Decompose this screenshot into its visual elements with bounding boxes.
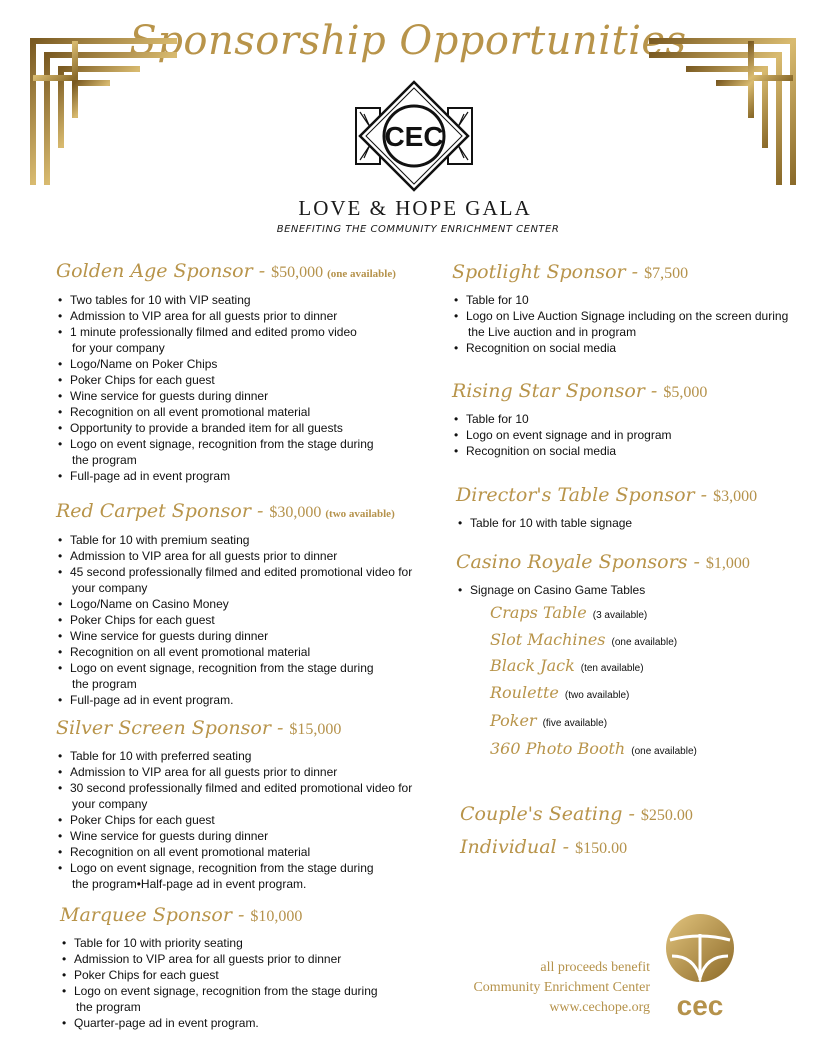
list-item: • Logo/Name on Poker Chips bbox=[56, 356, 396, 372]
sponsor-red-carpet bbox=[56, 496, 412, 708]
casino-game bbox=[490, 739, 697, 759]
casino-game bbox=[490, 630, 677, 650]
list-item: • Table for 10 bbox=[452, 411, 707, 427]
list-item: your company bbox=[72, 797, 148, 811]
benefit-list bbox=[452, 411, 707, 459]
seating-name: Individual - bbox=[460, 836, 570, 858]
seating-price: $150.00 bbox=[575, 840, 628, 857]
list-item: • Two tables for 10 with VIP seating bbox=[56, 292, 396, 308]
list-item: • Admission to VIP area for all guests prior to dinner bbox=[56, 308, 396, 324]
benefit-list bbox=[56, 532, 412, 708]
seating-name: Couple's Seating - bbox=[460, 803, 635, 825]
benefit-list bbox=[456, 515, 757, 531]
sponsor-name: Marquee Sponsor - bbox=[60, 904, 245, 926]
list-item: • 30 second professionally filmed and edited promotional video for bbox=[56, 780, 412, 796]
gala-name: LOVE & HOPE GALA bbox=[298, 196, 532, 220]
list-item: • Poker Chips for each guest bbox=[56, 812, 412, 828]
art-deco-corner-right-icon bbox=[646, 38, 796, 188]
sponsor-availability: (two available) bbox=[325, 508, 395, 520]
list-item: the program bbox=[72, 453, 137, 467]
seating-couple bbox=[460, 803, 693, 825]
list-item: the program bbox=[72, 677, 137, 691]
logo-text: CEC bbox=[384, 121, 444, 152]
sponsor-name: Spotlight Sponsor - bbox=[452, 261, 639, 283]
game-availability: (one available) bbox=[631, 746, 697, 757]
list-item: • Recognition on social media bbox=[452, 443, 707, 459]
sponsor-price: $5,000 bbox=[663, 384, 708, 401]
benefit-list bbox=[60, 935, 378, 1031]
sponsor-rising-star bbox=[452, 376, 707, 459]
list-item: • Full-page ad in event program bbox=[56, 468, 396, 484]
list-item: • Opportunity to provide a branded item for all guests bbox=[56, 420, 396, 436]
list-item: the program•Half-page ad in event program. bbox=[72, 877, 307, 891]
list-item: • Logo on event signage, recognition from the stage during bbox=[60, 983, 378, 999]
list-item: the Live auction and in program bbox=[468, 325, 637, 339]
footer-website: www.cechope.org bbox=[549, 1000, 650, 1015]
list-item: • Poker Chips for each guest bbox=[56, 612, 412, 628]
list-item: • Recognition on all event promotional material bbox=[56, 844, 412, 860]
game-availability: (one available) bbox=[611, 637, 678, 648]
casino-game bbox=[490, 683, 629, 703]
list-item: • Logo on event signage, recognition from the stage during bbox=[56, 660, 412, 676]
list-item: • Poker Chips for each guest bbox=[60, 967, 378, 983]
game-name: Roulette bbox=[490, 683, 559, 702]
list-item: • Admission to VIP area for all guests prior to dinner bbox=[60, 951, 378, 967]
game-name: Slot Machines bbox=[490, 630, 606, 649]
game-availability: (ten available) bbox=[580, 663, 644, 674]
list-item: • Poker Chips for each guest bbox=[56, 372, 396, 388]
seating-individual bbox=[460, 836, 627, 858]
list-item: • Signage on Casino Game Tables bbox=[456, 582, 750, 598]
list-item: • Recognition on all event promotional material bbox=[56, 404, 396, 420]
list-item: • Wine service for guests during dinner bbox=[56, 828, 412, 844]
benefit-list bbox=[56, 292, 396, 484]
sponsor-name: Red Carpet Sponsor - bbox=[56, 500, 264, 522]
game-availability: (two available) bbox=[564, 690, 630, 701]
sponsor-name: Casino Royale Sponsors - bbox=[456, 551, 700, 573]
sponsor-price: $1,000 bbox=[705, 555, 750, 572]
game-name: Black Jack bbox=[490, 656, 575, 675]
sponsor-price: $10,000 bbox=[250, 908, 303, 925]
sponsor-price: $50,000 bbox=[271, 264, 324, 281]
list-item: • Logo on event signage and in program bbox=[452, 427, 707, 443]
list-item: • Quarter-page ad in event program. bbox=[60, 1015, 378, 1031]
game-availability: (3 available) bbox=[592, 610, 648, 621]
list-item: • Recognition on all event promotional material bbox=[56, 644, 412, 660]
sponsor-name: Director's Table Sponsor - bbox=[456, 484, 708, 506]
sponsor-price: $3,000 bbox=[713, 488, 758, 505]
list-item: • Table for 10 with premium seating bbox=[56, 532, 412, 548]
game-availability: (five available) bbox=[542, 718, 608, 729]
sponsor-price: $7,500 bbox=[644, 265, 689, 282]
sponsor-marquee bbox=[60, 900, 378, 1031]
list-item: • Table for 10 bbox=[452, 292, 788, 308]
footer-line: all proceeds benefit bbox=[540, 960, 650, 975]
sponsor-casino-royale bbox=[456, 547, 750, 598]
sponsor-golden-age bbox=[56, 256, 396, 484]
art-deco-corner-left-icon bbox=[30, 38, 180, 188]
casino-game bbox=[490, 656, 644, 676]
sponsor-directors-table bbox=[456, 480, 757, 531]
seating-price: $250.00 bbox=[640, 807, 693, 824]
list-item: • 45 second professionally filmed and edited promotional video for bbox=[56, 564, 412, 580]
list-item: • Logo on Live Auction Signage including on the screen during bbox=[452, 308, 788, 324]
page-title: Sponsorship Opportunities bbox=[129, 18, 687, 64]
benefit-list bbox=[456, 582, 750, 598]
list-item: • Logo/Name on Casino Money bbox=[56, 596, 412, 612]
game-name: Craps Table bbox=[490, 603, 587, 622]
gala-subtitle: BENEFITING THE COMMUNITY ENRICHMENT CENTER bbox=[276, 224, 560, 235]
footer bbox=[473, 958, 650, 1018]
list-item: • Admission to VIP area for all guests prior to dinner bbox=[56, 764, 412, 780]
list-item: the program bbox=[76, 1000, 141, 1014]
footer-logo-text: cec bbox=[676, 990, 724, 1021]
list-item: • Recognition on social media bbox=[452, 340, 788, 356]
cec-gala-logo-icon bbox=[352, 80, 476, 192]
benefit-list bbox=[56, 748, 412, 892]
sponsor-spotlight bbox=[452, 257, 788, 356]
sponsor-silver-screen bbox=[56, 713, 412, 892]
list-item: • Wine service for guests during dinner bbox=[56, 628, 412, 644]
list-item: • 1 minute professionally filmed and edited promo video bbox=[56, 324, 396, 340]
list-item: your company bbox=[72, 581, 148, 595]
list-item: • Admission to VIP area for all guests prior to dinner bbox=[56, 548, 412, 564]
list-item: • Table for 10 with priority seating bbox=[60, 935, 378, 951]
list-item: • Logo on event signage, recognition from the stage during bbox=[56, 436, 396, 452]
footer-line: Community Enrichment Center bbox=[473, 980, 650, 995]
list-item: • Wine service for guests during dinner bbox=[56, 388, 396, 404]
casino-game bbox=[490, 711, 607, 731]
list-item: • Full-page ad in event program. bbox=[56, 692, 412, 708]
sponsor-availability: (one available) bbox=[327, 268, 396, 280]
cec-leaf-logo-icon bbox=[660, 912, 740, 1022]
casino-game bbox=[490, 603, 647, 623]
sponsor-name: Golden Age Sponsor - bbox=[56, 260, 266, 282]
list-item: • Table for 10 with preferred seating bbox=[56, 748, 412, 764]
game-name: 360 Photo Booth bbox=[490, 739, 626, 758]
sponsor-name: Rising Star Sponsor - bbox=[452, 380, 658, 402]
benefit-list bbox=[452, 292, 788, 356]
game-name: Poker bbox=[490, 711, 537, 730]
list-item: • Logo on event signage, recognition from the stage during bbox=[56, 860, 412, 876]
sponsor-price: $30,000 bbox=[269, 504, 322, 521]
sponsor-name: Silver Screen Sponsor - bbox=[56, 717, 284, 739]
sponsor-price: $15,000 bbox=[289, 721, 342, 738]
list-item: • Table for 10 with table signage bbox=[456, 515, 757, 531]
list-item: for your company bbox=[72, 341, 165, 355]
